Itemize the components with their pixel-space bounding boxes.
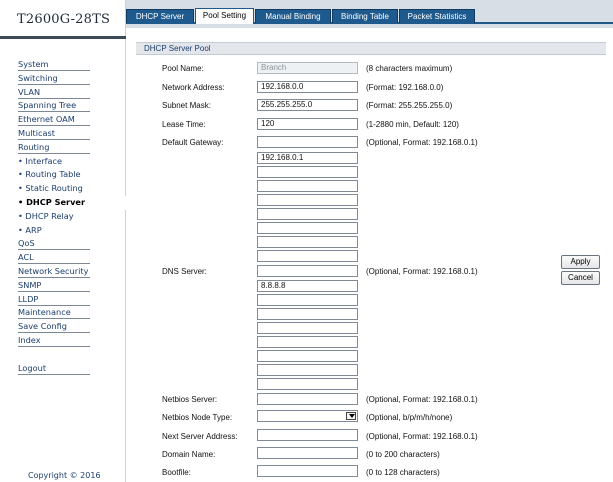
sidebar-item-index[interactable] [0, 334, 126, 348]
domain-name-hint: (0 to 200 characters) [366, 450, 440, 459]
chevron-down-icon[interactable] [346, 412, 356, 420]
sidebar-item-label: • DHCP Server [18, 196, 86, 207]
sidebar-item-label: Logout [18, 362, 90, 375]
default-gateway-list-item[interactable] [257, 250, 358, 262]
sidebar-item-snmp[interactable] [0, 279, 126, 293]
sidebar-subitem-dhcp-server[interactable] [0, 196, 126, 210]
product-logo: T2600G-28TS [17, 12, 111, 27]
default-gateway-hint: (Optional, Format: 192.168.0.1) [366, 138, 478, 147]
main-content [126, 28, 613, 482]
dns-server-list-item[interactable] [257, 336, 358, 348]
sidebar-item-label: LLDP [18, 293, 90, 306]
default-gateway-list-item[interactable] [257, 222, 358, 234]
network-address-hint: (Format: 192.168.0.0) [366, 83, 444, 92]
sidebar-item-label: Index [18, 334, 90, 347]
dns-server-list-item[interactable] [257, 294, 358, 306]
sidebar-item-logout[interactable] [0, 362, 126, 376]
sidebar-item-switching[interactable] [0, 72, 126, 86]
sidebar-item-acl[interactable] [0, 251, 126, 265]
netbios-node-type-label: Netbios Node Type: [162, 413, 233, 422]
sidebar-item-label: Spanning Tree [18, 99, 90, 112]
tab-dhcp-server[interactable]: DHCP Server [126, 9, 194, 23]
sidebar-item-label: Network Security [18, 265, 89, 276]
sidebar-item-label: • Static Routing [18, 183, 83, 194]
lease-time-hint: (1-2880 min, Default: 120) [366, 120, 459, 129]
section-header [136, 42, 606, 55]
copyright-text: Copyright © 2016 [28, 471, 101, 480]
sidebar-subitem-routing-table[interactable] [0, 168, 126, 182]
default-gateway-list-item[interactable] [257, 166, 358, 178]
dns-server-list-item[interactable] [257, 308, 358, 320]
sidebar-item-system[interactable] [0, 58, 126, 72]
dns-server-list-item[interactable] [257, 378, 358, 390]
subnet-mask-field[interactable]: 255.255.255.0 [257, 99, 358, 111]
network-address-label: Network Address: [162, 83, 225, 92]
subnet-mask-hint: (Format: 255.255.255.0) [366, 101, 453, 110]
default-gateway-list-item[interactable]: 192.168.0.1 [257, 152, 358, 164]
sidebar-item-qos[interactable] [0, 237, 126, 251]
sidebar-item-ethernet-oam[interactable] [0, 113, 126, 127]
sidebar-item-label: Routing [18, 141, 90, 154]
netbios-server-field[interactable] [257, 393, 358, 405]
sidebar-item-label: SNMP [18, 279, 90, 292]
domain-name-label: Domain Name: [162, 450, 216, 459]
sidebar-item-label: Ethernet OAM [18, 113, 90, 126]
sidebar-item-label: Save Config [18, 320, 90, 333]
sidebar-item-network-security[interactable] [0, 265, 126, 279]
bootfile-hint: (0 to 128 characters) [366, 468, 440, 477]
sidebar-item-label: • ARP [18, 224, 42, 235]
dns-server-label: DNS Server: [162, 267, 207, 276]
dns-server-list-item[interactable] [257, 350, 358, 362]
section-title: DHCP Server Pool [144, 44, 211, 53]
tab-packet-statistics[interactable]: Packet Statistics [399, 9, 475, 23]
cancel-button[interactable]: Cancel [561, 271, 600, 285]
sidebar-item-label: Maintenance [18, 306, 90, 319]
netbios-node-type-select[interactable] [257, 410, 358, 422]
lease-time-label: Lease Time: [162, 120, 206, 129]
netbios-server-hint: (Optional, Format: 192.168.0.1) [366, 395, 478, 404]
bootfile-field[interactable] [257, 465, 358, 477]
sidebar-subitem-arp[interactable] [0, 224, 126, 238]
dns-server-list-item[interactable] [257, 322, 358, 334]
netbios-node-type-hint: (Optional, b/p/m/h/none) [366, 413, 453, 422]
next-server-address-label: Next Server Address: [162, 432, 238, 441]
tab-binding-table[interactable]: Binding Table [332, 9, 398, 23]
netbios-server-label: Netbios Server: [162, 395, 218, 404]
sidebar-item-label: • Routing Table [18, 169, 81, 180]
bootfile-label: Bootfile: [162, 468, 191, 477]
default-gateway-list-item[interactable] [257, 208, 358, 220]
sidebar-item-label: System [18, 58, 90, 71]
domain-name-field[interactable] [257, 447, 358, 459]
sidebar-item-label: ACL [18, 251, 90, 264]
sidebar-item-routing[interactable] [0, 141, 126, 155]
sidebar [0, 0, 126, 482]
sidebar-subitem-static-routing[interactable] [0, 182, 126, 196]
default-gateway-field[interactable] [257, 136, 358, 148]
next-server-address-hint: (Optional, Format: 192.168.0.1) [366, 432, 478, 441]
dns-server-hint: (Optional, Format: 192.168.0.1) [366, 267, 478, 276]
logo-divider [0, 36, 126, 39]
tab-manual-binding[interactable]: Manual Binding [255, 9, 331, 23]
sidebar-item-label: VLAN [18, 86, 90, 99]
sidebar-item-label: • DHCP Relay [18, 210, 74, 221]
network-address-field[interactable]: 192.168.0.0 [257, 81, 358, 93]
next-server-address-field[interactable] [257, 429, 358, 441]
lease-time-field[interactable]: 120 [257, 118, 358, 130]
sidebar-item-label: Multicast [18, 127, 90, 140]
default-gateway-label: Default Gateway: [162, 138, 224, 147]
sidebar-spacer [0, 348, 126, 362]
subnet-mask-label: Subnet Mask: [162, 101, 211, 110]
default-gateway-list-item[interactable] [257, 194, 358, 206]
dns-server-field[interactable] [257, 265, 358, 277]
default-gateway-list-item[interactable] [257, 180, 358, 192]
dns-server-list-item[interactable]: 8.8.8.8 [257, 280, 358, 292]
pool-name-hint: (8 characters maximum) [366, 64, 453, 73]
sidebar-item-spanning-tree[interactable] [0, 99, 126, 113]
sidebar-item-maintenance[interactable] [0, 306, 126, 320]
default-gateway-list-item[interactable] [257, 236, 358, 248]
tab-pool-setting[interactable]: Pool Setting [195, 8, 254, 24]
sidebar-item-label: Switching [18, 72, 90, 85]
apply-button[interactable]: Apply [561, 255, 600, 269]
sidebar-item-vlan[interactable] [0, 86, 126, 100]
sidebar-item-save-config[interactable] [0, 320, 126, 334]
sidebar-item-multicast[interactable] [0, 127, 126, 141]
sidebar-item-lldp[interactable] [0, 293, 126, 307]
sidebar-item-label: QoS [18, 237, 90, 250]
dns-server-list-item[interactable] [257, 364, 358, 376]
sidebar-nav [0, 58, 126, 376]
sidebar-item-label: • Interface [18, 155, 63, 166]
sidebar-subitem-interface[interactable] [0, 155, 126, 169]
sidebar-subitem-dhcp-relay[interactable] [0, 210, 126, 224]
pool-name-field[interactable]: Branch [257, 62, 358, 74]
pool-name-label: Pool Name: [162, 64, 204, 73]
